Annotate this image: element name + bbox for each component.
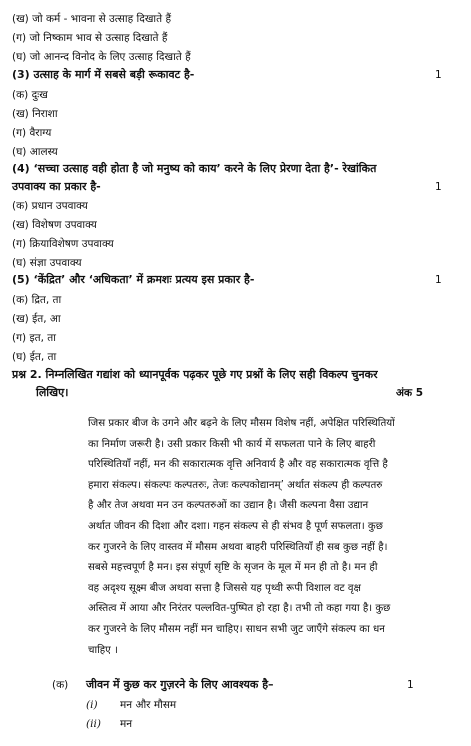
passage-line: जिस प्रकार बीज के उगने और बढ़ने के लिए मौसम विशेष नहीं, अपेक्षित परिस्थितियों [88, 418, 395, 429]
question-4-marks: 1 [435, 181, 442, 193]
passage-line: है और तेज अथवा मन उन कल्पतरुओं का उद्यान है। जैसी कल्पना वैसा उद्यान [88, 500, 369, 512]
q5-option-gha: (घ) ईत, ता [12, 351, 57, 363]
option-number: (i) [86, 699, 98, 711]
passage-line: वह अदृश्य सूक्ष्म बीज अथवा सत्ता है जिससे यह पृथ्वी रूपी विशाल वट वृक्ष [88, 582, 361, 594]
subq-ka-option-i [86, 698, 176, 712]
q5-option-kha: (ख) ईत, आ [12, 313, 61, 325]
question-3: (3) उत्साह के मार्ग में सबसे बड़ी रूकावट है- [12, 68, 195, 81]
passage-line: का निर्माण जरूरी है। उसी प्रकार किसी भी कार्य में सफलता पाने के लिए बाहरी [88, 438, 376, 450]
q5-option-ka: (क) द्रित, ता [12, 294, 62, 306]
q3-option-gha: (घ) आलस्य [12, 146, 58, 158]
q3-option-ka: (क) दुःख [12, 89, 48, 101]
passage-line: कर गुजरने के लिए मौसम नहीं मन चाहिए। साधन सभी जुट जाएँगे संकल्प का धन [88, 623, 385, 635]
subq-ka-option-ii [86, 717, 132, 731]
passage-line: कर गुजरने के लिए वास्तव में मौसम अथवा बाहरी परिस्थितियाँ ही सब कुछ नहीं है। [88, 541, 388, 553]
option-ga: (ग) जो निष्काम भाव से उत्साह दिखाते हैं [12, 32, 168, 44]
section-2-marks: अंक 5 [396, 387, 424, 399]
q3-option-kha: (ख) निराशा [12, 108, 58, 120]
section-2-heading-line1: प्रश्न 2. निम्नलिखित गद्यांश को ध्यानपूर्वक पढ़कर पूछे गए प्रश्नों के लिए सही विकल्प चुनकर [12, 368, 378, 381]
subq-ka-label: (क) [52, 679, 69, 691]
question-5-marks: 1 [435, 274, 442, 286]
option-text: मन और मौसम [120, 699, 177, 711]
option-number: (ii) [86, 718, 101, 730]
passage-line: हमारा संकल्प। संकल्पः कल्पतरुः, तेजः कल्पकोद्यानम्’ अर्थात संकल्प ही कल्पतरु [88, 479, 383, 491]
option-text: मन [120, 718, 133, 730]
option-kha: (ख) जो कर्म - भावना से उत्साह दिखाते हैं [12, 13, 172, 25]
question-4-line2: उपवाक्य का प्रकार है- [12, 180, 101, 193]
passage [88, 414, 450, 661]
q3-option-ga: (ग) वैराग्य [12, 127, 52, 139]
question-4-line1: (4) ‘सच्चा उत्साह वही होता है जो मनुष्य को काय’ करने के लिए प्रेरणा देता है’- रेखांकित [12, 162, 377, 175]
section-2-heading-line2: लिखिए। [36, 386, 69, 399]
q4-option-ga: (ग) क्रियाविशेषण उपवाक्य [12, 238, 114, 250]
passage-line: चाहिए । [88, 644, 118, 656]
subq-ka-question: जीवन में कुछ कर गुज़रने के लिए आवश्यक है– [86, 678, 274, 691]
question-5: (5) ‘केंद्रित’ और ‘अधिकता’ में क्रमशः प्रत्यय इस प्रकार है- [12, 273, 255, 286]
q5-option-ga: (ग) इत, ता [12, 332, 56, 344]
option-gha: (घ) जो आनन्द विनोद के लिए उत्साह दिखाते हैं [12, 51, 191, 63]
q4-option-gha: (घ) संज्ञा उपवाक्य [12, 257, 82, 269]
passage-line: अर्थात जीवन की दिशा और दशा। गहन संकल्प से ही संभव है पूर्ण सफलता। कुछ [88, 520, 383, 532]
question-3-marks: 1 [435, 69, 442, 81]
q4-option-kha: (ख) विशेषण उपवाक्य [12, 219, 97, 231]
q4-option-ka: (क) प्रधान उपवाक्य [12, 200, 88, 212]
passage-line: अस्तित्व में आया और निरंतर पल्लवित-पुष्पित हो रहा है। तभी तो कहा गया है। कुछ [88, 603, 391, 615]
subq-ka-marks: 1 [407, 679, 414, 691]
passage-line: सबसे महत्त्वपूर्ण है मन। इस संपूर्ण सृष्टि के सृजन के मूल में मन ही तो है। मन ही [88, 562, 378, 574]
passage-line: परिस्थितियाँ नहीं, मन की सकारात्मक वृत्ति अनिवार्य है और वह सकारात्मक वृत्ति है [88, 459, 388, 471]
